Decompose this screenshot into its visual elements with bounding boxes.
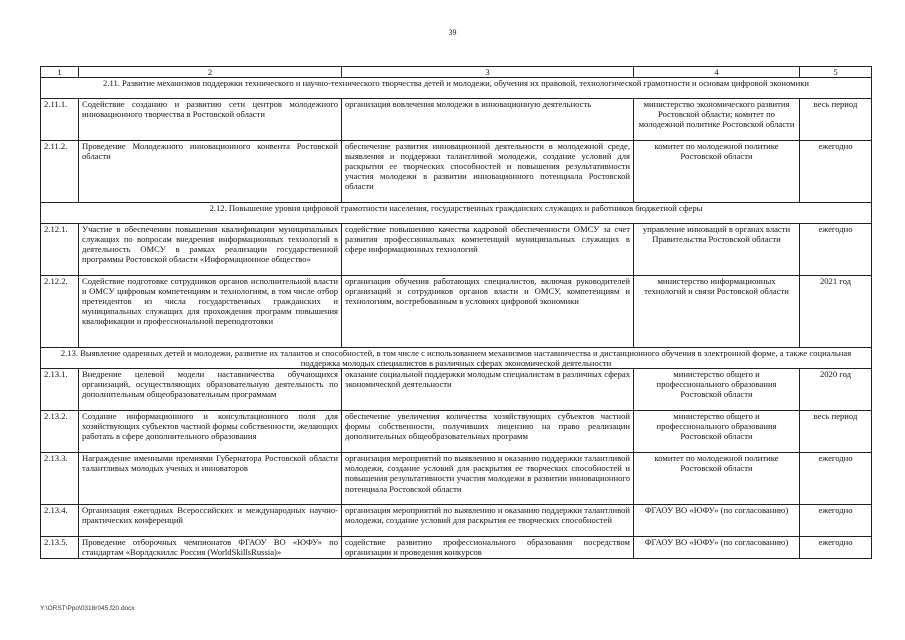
section-row — [41, 78, 872, 99]
column-number: 5 — [800, 67, 872, 78]
column-number: 1 — [41, 67, 79, 78]
item-number: 2.13.2. — [41, 411, 79, 453]
section-heading: 2.12. Повышение уровня цифровой грамотности населения, государственных гражданских служащих и работников бюджетной сферы — [41, 203, 872, 224]
column-number: 3 — [342, 67, 634, 78]
item-content: содействие повышению качества кадровой обеспеченности ОМСУ за счет развития профессиональных компетенций муниципальных служащих в сфере информационных технологий — [342, 224, 634, 276]
plan-table — [40, 66, 872, 559]
item-term: ежегодно — [800, 224, 872, 276]
item-term: 2020 год — [800, 369, 872, 411]
item-name: Проведение Молодежного инновационного конвента Ростовской области — [79, 141, 342, 203]
item-number: 2.12.1. — [41, 224, 79, 276]
table-row — [41, 276, 872, 348]
item-term: весь период — [800, 411, 872, 453]
item-term: ежегодно — [800, 141, 872, 203]
item-number: 2.11.1. — [41, 99, 79, 141]
item-name: Награждение именными премиями Губернатора Ростовской области талантливых молодых ученых и инноваторов — [79, 453, 342, 505]
table-row — [41, 537, 872, 559]
item-number: 2.13.4. — [41, 505, 79, 537]
item-term: ежегодно — [800, 537, 872, 559]
table-row — [41, 99, 872, 141]
item-content: организация обучения работающих специалистов, включая руководителей организаций и сотрудников органов власти и ОМСУ, компетенциям и технологиям, востребованным в условиях цифровой экономики — [342, 276, 634, 348]
item-term: ежегодно — [800, 505, 872, 537]
table-row — [41, 141, 872, 203]
item-content: содействие развитию профессионального образования посредством организации и проведения конкурсов — [342, 537, 634, 559]
item-name: Внедрение целевой модели наставничества обучающихся организаций, осуществляющих образовательную деятельность по дополнительным общеобразовательным программам — [79, 369, 342, 411]
item-name: Проведение отборочных чемпионатов ФГАОУ ВО «ЮФУ» по стандартам «Ворлдскиллс Россия (WorldSkillsRussia)» — [79, 537, 342, 559]
item-name: Содействие подготовке сотрудников органов исполнительной власти и ОМСУ цифровым компетенциям и технологиям, в том числе отбор претендентов из числа государственных гражданских и муниципальных служащих для прохождения программ повышения квалификации и профессиональной переподготовки — [79, 276, 342, 348]
item-number: 2.13.1. — [41, 369, 79, 411]
item-number: 2.12.2. — [41, 276, 79, 348]
item-content: организация мероприятий по выявлению и оказанию поддержки талантливой молодежи, создание условий для раскрытия ее творческих способностей и повышения результативности участия молодежи в развитии инновационного потенциала Ростовской области — [342, 453, 634, 505]
item-executor: ФГАОУ ВО «ЮФУ» (по согласованию) — [634, 537, 800, 559]
item-number: 2.13.3. — [41, 453, 79, 505]
page-number: 39 — [448, 28, 457, 37]
item-content: организация вовлечения молодежи в инновационную деятельность — [342, 99, 634, 141]
item-executor: министерство информационных технологий и связи Ростовской области — [634, 276, 800, 348]
item-content: обеспечение развития инновационной деятельности в молодежной среде, выявления и поддержки талантливой молодежи, создание условий для раскрытия ее творческих способностей и повышения результативности участия молодежи в развитии инновационного потенциала Ростовской области — [342, 141, 634, 203]
item-name: Участие в обеспечении повышения квалификации муниципальных служащих по вопросам внедрения информационных технологий в деятельность ОМСУ в рамках реализации государственной программы Ростовской области «Информационное общество» — [79, 224, 342, 276]
item-executor: министерство общего и профессионального образования Ростовской области — [634, 411, 800, 453]
item-executor: управление инноваций в органах власти Правительства Ростовской области — [634, 224, 800, 276]
item-executor: ФГАОУ ВО «ЮФУ» (по согласованию) — [634, 505, 800, 537]
item-name: Организация ежегодных Всероссийских и международных научно-практических конференций — [79, 505, 342, 537]
column-number: 4 — [634, 67, 800, 78]
table-row — [41, 505, 872, 537]
column-number-row — [41, 67, 872, 78]
table-row — [41, 453, 872, 505]
table-row — [41, 411, 872, 453]
section-row — [41, 348, 872, 369]
table-row — [41, 369, 872, 411]
item-name: Содействие созданию и развитию сети центров молодежного инновационного творчества в Ростовской области — [79, 99, 342, 141]
item-content: оказание социальной поддержки молодым специалистам в различных сферах экономической деятельности — [342, 369, 634, 411]
document-path-footer: Y:\ORST\Ppo\0318r045.f20.docx — [40, 605, 135, 612]
item-executor: министерство общего и профессионального образования Ростовской области — [634, 369, 800, 411]
section-heading: 2.13. Выявление одаренных детей и молодежи, развитие их талантов и способностей, в том числе с использованием механизмов наставничества и дистанционного обучения в электронной форме, а также социальная поддержка молодых специалистов в различных сферах экономической деятельности — [41, 348, 872, 369]
item-executor: комитет по молодежной политике Ростовской области — [634, 453, 800, 505]
item-executor: министерство экономического развития Ростовской области; комитет по молодежной политике Ростовской области — [634, 99, 800, 141]
item-number: 2.11.2. — [41, 141, 79, 203]
item-term: 2021 год — [800, 276, 872, 348]
item-executor: комитет по молодежной политике Ростовской области — [634, 141, 800, 203]
column-number: 2 — [79, 67, 342, 78]
item-name: Создание информационного и консультационного поля для хозяйствующих субъектов частной формы собственности, желающих работать в сфере дополнительного образования — [79, 411, 342, 453]
section-row — [41, 203, 872, 224]
item-content: обеспечение увеличения количества хозяйствующих субъектов частной формы собственности, получивших лицензию на право реализации дополнительных общеобразовательных программ — [342, 411, 634, 453]
item-term: весь период — [800, 99, 872, 141]
item-term: ежегодно — [800, 453, 872, 505]
table-row — [41, 224, 872, 276]
item-number: 2.13.5. — [41, 537, 79, 559]
item-content: организация мероприятий по выявлению и оказанию поддержки талантливой молодежи, создание условий для раскрытия ее творческих способностей — [342, 505, 634, 537]
section-heading: 2.11. Развитие механизмов поддержки технического и научно-технического творчества детей и молодежи, обучения их правовой, технологической грамотности и основам цифровой экономики — [41, 78, 872, 99]
